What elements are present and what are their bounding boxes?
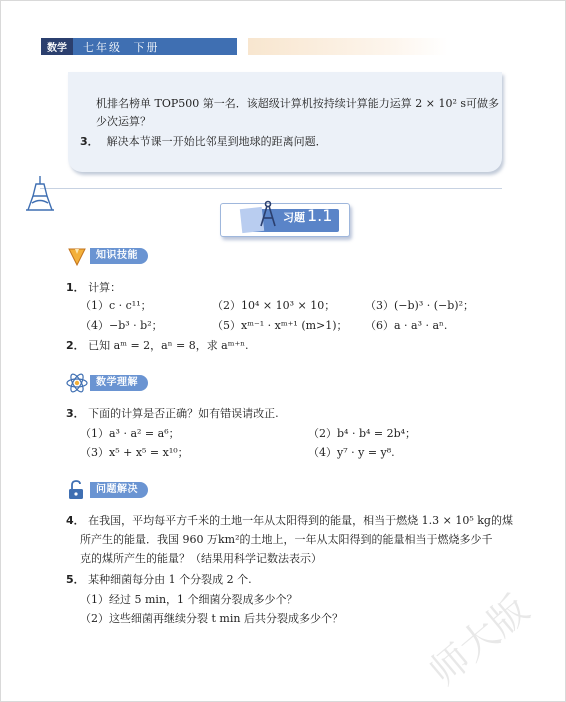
question-2 <box>66 338 249 354</box>
previous-line-1: 机排名榜单 TOP500 第一名．该超级计算机按持续计算能力运算 2 × 10² s可做多 <box>96 97 499 110</box>
header-bar <box>41 38 237 55</box>
question-text: 已知 aᵐ = 2，aⁿ = 8，求 aᵐ⁺ⁿ. <box>88 339 249 352</box>
q3-item-4: （4）y⁷ · y = y⁸. <box>308 446 395 459</box>
section-knowledge <box>66 248 148 264</box>
section-tag: 知识技能 <box>90 248 148 264</box>
q1-item-1: （1）c · c¹¹； <box>80 299 152 312</box>
watermark: 师大版 <box>421 586 538 694</box>
divider <box>40 188 502 189</box>
q3-item-2: （2）b⁴ · b⁴ = 2b⁴； <box>308 427 417 440</box>
question-number: 2． <box>66 339 85 352</box>
header-grade: 七年级 下册 <box>83 40 160 54</box>
q1-item-2: （2）10⁴ × 10³ × 10； <box>212 299 336 312</box>
header-decoration <box>248 38 448 55</box>
pencil-triangle-icon <box>66 245 88 267</box>
question-number: 3． <box>66 407 85 420</box>
previous-question-3 <box>80 133 327 151</box>
question-number: 3． <box>80 135 99 148</box>
question-4-line-2: 所产生的能量．我国 960 万km²的土地上，一年从太阳得到的能量相当于燃烧多少千 <box>80 533 493 546</box>
question-stem: 计算： <box>88 281 122 294</box>
tower-icon <box>25 174 55 214</box>
q3-item-3: （3）x⁵ + x⁵ = x¹⁰； <box>80 446 189 459</box>
question-number: 1． <box>66 281 85 294</box>
section-understanding <box>66 375 148 391</box>
question-text: 解决本节课一开始比邻星到地球的距离问题． <box>106 135 327 148</box>
section-tag: 问题解决 <box>90 482 148 498</box>
compass-icon <box>257 200 279 228</box>
q1-item-3: （3）(−b)³ · (−b)²； <box>365 299 474 312</box>
q5-item-2: （2）这些细菌再继续分裂 t min 后共分裂成多少个？ <box>80 612 343 625</box>
q5-item-1: （1）经过 5 min，1 个细菌分裂成多少个？ <box>80 593 298 606</box>
q1-item-4: （4）−b³ · b²； <box>80 319 163 332</box>
section-tag: 数学理解 <box>90 375 148 391</box>
unlock-icon <box>66 479 88 501</box>
q3-item-1: （1）a³ · a² = a⁶； <box>80 427 180 440</box>
question-number: 4． <box>66 514 85 527</box>
q1-item-5: （5）xᵐ⁻¹ · xᵐ⁺¹ (m>1)； <box>212 319 348 332</box>
q1-item-6: （6）a · a³ · aⁿ. <box>365 319 448 332</box>
previous-line-2: 少次运算？ <box>96 115 151 128</box>
question-1 <box>66 280 121 296</box>
exercise-number: 1.1 <box>307 206 333 225</box>
atom-icon <box>66 372 88 394</box>
question-4-line-1 <box>66 513 513 529</box>
section-problem-solving <box>66 482 148 498</box>
question-stem: 下面的计算是否正确？如有错误请改正. <box>88 407 279 420</box>
exercise-label: 习题 <box>283 211 305 224</box>
question-5 <box>66 572 252 588</box>
question-stem: 某种细菌每分由 1 个分裂成 2 个. <box>88 573 252 586</box>
question-4-line-3: 克的煤所产生的能量？（结果用科学记数法表示） <box>80 552 322 565</box>
question-3 <box>66 406 279 422</box>
question-number: 5． <box>66 573 85 586</box>
header-subject: 数学 <box>41 38 73 55</box>
question-text: 在我国，平均每平方千米的土地一年从太阳得到的能量，相当于燃烧 1.3 × 10⁵ kg的煤 <box>88 514 513 527</box>
